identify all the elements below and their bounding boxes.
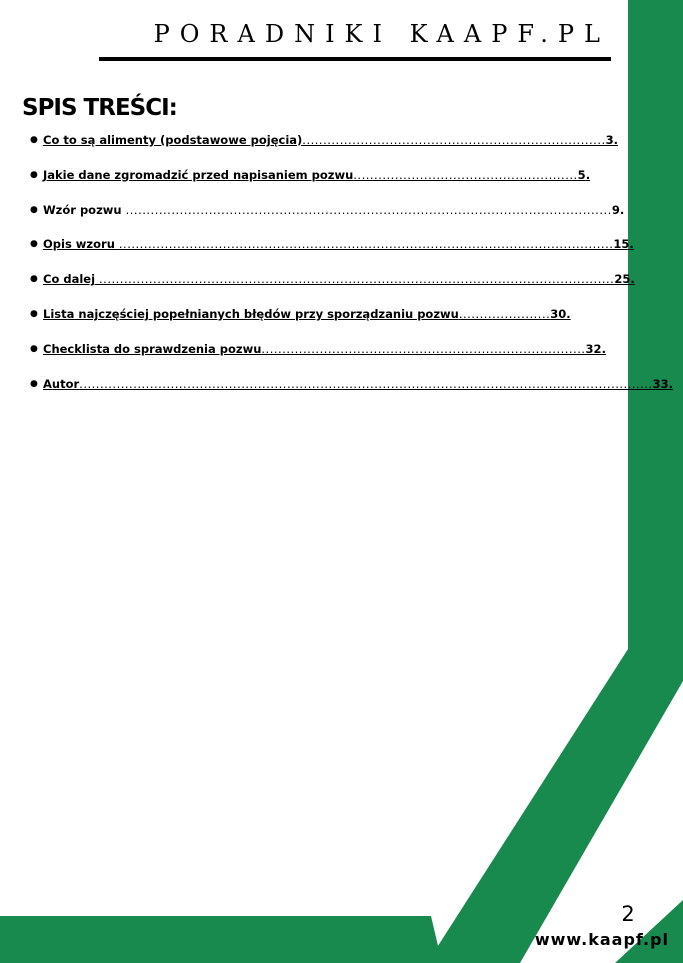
toc-item <box>30 165 590 200</box>
toc-item <box>30 269 635 304</box>
page-number: 2 <box>621 902 635 926</box>
bullet-icon: ● <box>30 135 38 145</box>
toc-entry-link[interactable] <box>43 374 674 394</box>
footer-url[interactable]: www.kaapf.pl <box>534 930 669 949</box>
bullet-icon: ● <box>30 169 38 180</box>
header-divider <box>99 57 611 61</box>
toc-item-page: 15 <box>613 237 630 252</box>
toc-item-page: 30 <box>550 306 567 321</box>
toc-item-page: 9 <box>611 202 620 217</box>
toc-item-dots: ............................................................................................................................ <box>99 272 615 287</box>
toc-item-dots: .............................................................................. <box>261 341 586 356</box>
toc-entry-link[interactable] <box>43 200 625 220</box>
toc-item-suffix: . <box>619 202 625 217</box>
toc-entry-link[interactable] <box>43 165 590 185</box>
toc-item-label: Jakie dane zgromadzić przed napisaniem pozwu <box>43 167 354 182</box>
toc-list <box>30 130 674 408</box>
toc-entry-link[interactable] <box>43 234 634 254</box>
header-title: PORADNIKI KAAPF.PL <box>153 20 610 48</box>
bullet-icon: ● <box>30 204 38 215</box>
bullet-icon: ● <box>30 308 38 319</box>
toc-item-suffix: . <box>629 237 634 252</box>
toc-item-suffix: . <box>630 272 635 287</box>
toc-item-suffix: . <box>668 376 674 391</box>
toc-item <box>30 234 634 269</box>
toc-item-label: Autor <box>43 376 80 391</box>
toc-item-page: 25 <box>614 272 631 287</box>
toc-item-dots: ...................... <box>458 306 551 321</box>
bullet-icon: ● <box>30 239 38 250</box>
toc-entry-link[interactable] <box>43 339 606 359</box>
toc-item-label: Lista najczęściej popełnianych błędów przy sporządzaniu pozwu <box>43 306 459 321</box>
toc-item-dots: .......................................................................................................................................... <box>79 376 653 391</box>
toc-item-dots: ..................................................................................................................... <box>125 202 612 217</box>
toc-item-page: 3 <box>605 133 614 147</box>
toc-item-dots: ....................................................................................................................... <box>118 237 614 252</box>
toc-item-label: Checklista do sprawdzenia pozwu <box>43 341 262 356</box>
toc-item-label: Wzór pozwu <box>43 202 126 217</box>
toc-item-dots: ......................................................................... <box>302 133 606 147</box>
bullet-icon: ● <box>30 274 38 285</box>
toc-item <box>30 130 619 165</box>
toc-item-label: Opis wzoru <box>43 237 119 252</box>
toc-item-page: 32 <box>585 341 602 356</box>
toc-item <box>30 304 590 339</box>
toc-item-label: Co to są alimenty (podstawowe pojęcia) <box>43 133 303 147</box>
toc-item-suffix: . <box>601 341 606 356</box>
toc-item-page: 5 <box>577 167 586 182</box>
toc-item-suffix: . <box>585 167 591 182</box>
toc-item <box>30 374 674 409</box>
green-bottom-band <box>0 916 442 963</box>
bullet-icon: ● <box>30 378 38 389</box>
toc-heading: SPIS TREŚCI: <box>22 95 177 121</box>
toc-item-page: 33 <box>652 376 669 391</box>
toc-item-dots: ...................................................... <box>353 167 578 182</box>
toc-item-label: Co dalej <box>43 272 100 287</box>
toc-entry-link[interactable] <box>43 304 590 324</box>
toc-entry-link[interactable] <box>43 269 635 289</box>
toc-item <box>30 200 625 235</box>
toc-item <box>30 339 606 374</box>
bullet-icon: ● <box>30 343 38 354</box>
toc-entry-link[interactable] <box>43 130 619 150</box>
toc-item-suffix: . <box>613 133 619 147</box>
toc-item-suffix: . <box>566 306 571 321</box>
